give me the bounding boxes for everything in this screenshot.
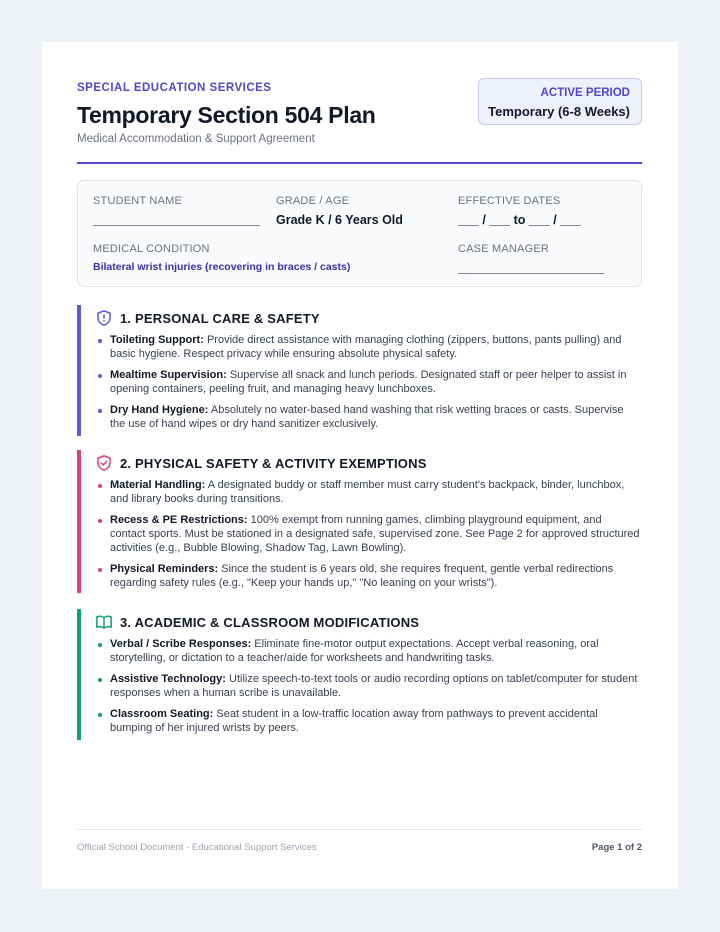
list-item [110,403,640,431]
section-title: 2. PHYSICAL SAFETY & ACTIVITY EXEMPTIONS [120,455,427,471]
shield-check-icon [95,454,113,472]
list-item [110,333,640,361]
section-title: 1. PERSONAL CARE & SAFETY [120,310,320,326]
active-period-badge [478,78,642,125]
shield-alert-icon [95,309,113,327]
item-label: Assistive Technology: [110,673,226,685]
active-period-value: Temporary (6-8 Weeks) [488,104,630,119]
item-text: Seat student in a low-traffic location away from pathways to prevent accidental bumping of her injured wrists by peers. [110,708,598,734]
section-item-list [110,478,640,597]
medical-condition-field [93,243,350,273]
item-text: Utilize speech-to-text tools or audio recording options on tablet/computer for student responses when a human scribe is unavailable. [110,673,638,699]
bullet-dot [98,484,102,488]
item-text: 100% exempt from running games, climbing playground equipment, and contact sports. Must be stationed in a designated safe, supervised zone. See Page 2 for approved structured activities (e.g., Bubble Blowing, Shadow Tag, Lawn Bowling). [110,514,640,554]
page-number: Page 1 of 2 [591,842,642,853]
item-text: Absolutely no water-based hand washing that risk wetting braces or casts. Supervise the use of hand wipes or dry hand sanitizer exclusively. [110,404,624,430]
active-period-label: ACTIVE PERIOD [540,87,630,99]
section-accent-bar [77,450,81,593]
list-item [110,637,640,665]
bullet-dot [98,643,102,647]
effective-dates-field [458,195,581,227]
section-academic-modifications [77,609,642,740]
department-label: SPECIAL EDUCATION SERVICES [77,82,272,94]
student-name-field [93,195,260,227]
student-info-card [77,180,642,287]
item-label: Verbal / Scribe Responses: [110,638,252,650]
document-subtitle: Medical Accommodation & Support Agreement [77,133,315,145]
bullet-dot [98,339,102,343]
item-label: Classroom Seating: [110,708,214,720]
student-name-value: ________________________ [93,213,260,227]
section-accent-bar [77,609,81,740]
list-item [110,368,640,396]
medical-condition-value: Bilateral wrist injuries (recovering in braces / casts) [93,261,351,273]
bullet-dot [98,713,102,717]
item-label: Material Handling: [110,479,206,491]
item-label: Mealtime Supervision: [110,369,227,381]
case-manager-label: CASE MANAGER [458,243,550,255]
footer-document-note: Official School Document - Educational Support Services [77,842,317,853]
book-open-icon [95,613,113,631]
medical-condition-label: MEDICAL CONDITION [93,243,210,255]
item-label: Dry Hand Hygiene: [110,404,209,416]
section-accent-bar [77,305,81,436]
list-item [110,478,640,506]
item-label: Toileting Support: [110,334,204,346]
item-label: Physical Reminders: [110,563,219,575]
section-header [95,453,427,473]
item-text: A designated buddy or staff member must carry student's backpack, binder, lunchbox, and library books during transitions. [110,479,625,505]
item-text: Supervise all snack and lunch periods. Designated staff or peer helper to assist in opening containers, peeling fruit, and managing heavy lunchboxes. [110,369,627,395]
case-manager-value: _____________________ [458,261,604,275]
section-personal-care [77,305,642,436]
section-item-list [110,333,640,438]
bullet-dot [98,519,102,523]
bullet-dot [98,409,102,413]
section-title: 3. ACADEMIC & CLASSROOM MODIFICATIONS [120,614,420,630]
item-label: Recess & PE Restrictions: [110,514,248,526]
grade-age-value: Grade K / 6 Years Old [276,213,403,227]
item-text: Since the student is 6 years old, she requires frequent, gentle verbal redirections regarding safety rules (e.g., "Keep your hands up," "No leaning on your wrists"). [110,563,614,589]
case-manager-field [458,243,604,275]
effective-dates-value: ___ / ___ to ___ / ___ [458,213,582,227]
grade-age-field [276,195,403,227]
section-physical-safety [77,450,642,593]
list-item [110,513,640,555]
section-header [95,612,419,632]
student-name-label: STUDENT NAME [93,195,182,207]
bullet-dot [98,568,102,572]
list-item [110,672,640,700]
section-header [95,308,320,328]
document-title: Temporary Section 504 Plan [77,102,376,128]
bullet-dot [98,678,102,682]
document-header [77,82,642,164]
bullet-dot [98,374,102,378]
item-text: Provide direct assistance with managing clothing (zippers, buttons, pants pulling) and basic hygiene. Respect privacy while ensuring absolute physical safety. [110,334,622,360]
document-page [42,42,678,889]
grade-age-label: GRADE / AGE [276,195,350,207]
item-text: Eliminate fine-motor output expectations. Accept verbal reasoning, oral storytelling, or dictation to a teacher/aide for worksheets and handwriting tasks. [110,638,599,664]
list-item [110,707,640,735]
page-footer [77,829,642,853]
list-item [110,562,640,590]
effective-dates-label: EFFECTIVE DATES [458,195,561,207]
section-item-list [110,637,640,742]
